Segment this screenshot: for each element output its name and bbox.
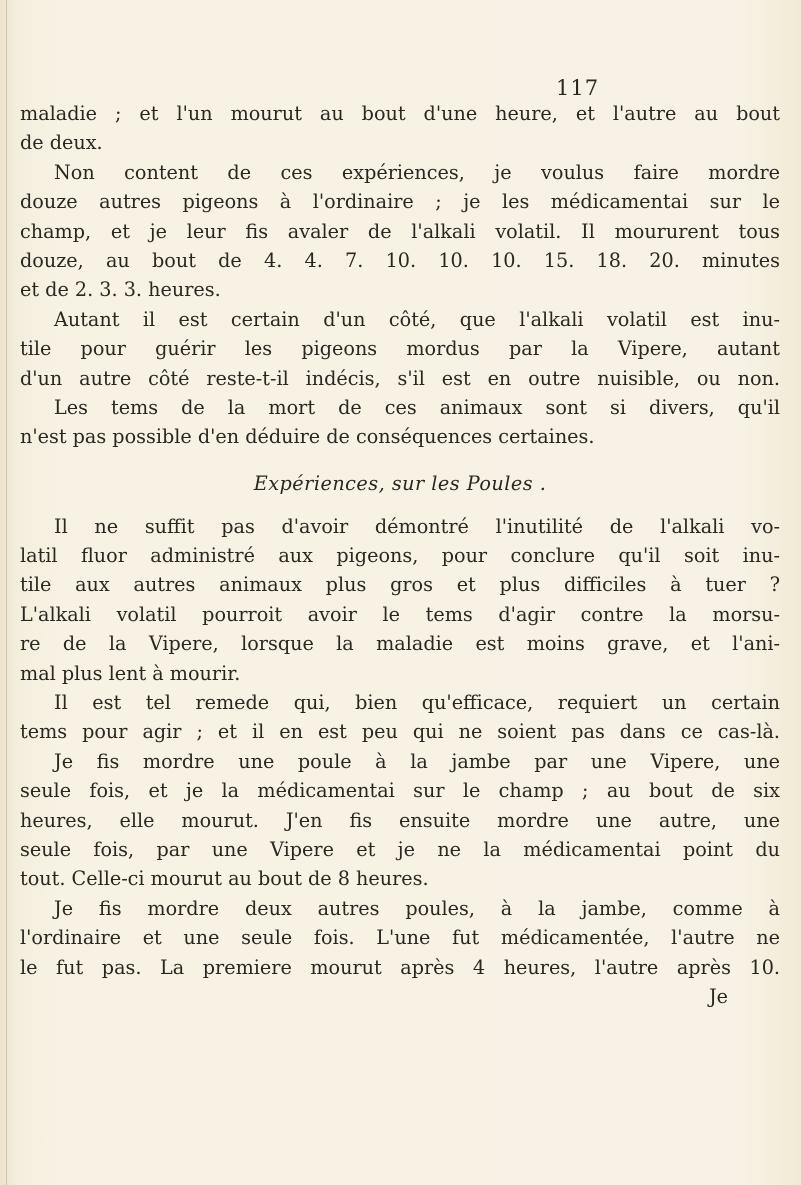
- text-line: le fut pas. La premiere mourut après 4 heures, l'autre après 10.: [20, 955, 780, 979]
- text-line: douze autres pigeons à l'ordinaire ; je les médicamentai sur le: [20, 190, 780, 214]
- text-line: tout. Celle-ci mourut au bout de 8 heures.: [20, 867, 429, 891]
- page-text: [20, 99, 780, 1011]
- text-line: seule fois, par une Vipere et je ne la médicamentai point du: [20, 837, 780, 861]
- text-line: tems pour agir ; et il en est peu qui ne soient pas dans ce cas-là.: [20, 720, 780, 744]
- text-line: L'alkali volatil pourroit avoir le tems d'agir contre la morsu-: [20, 602, 780, 626]
- text-line: l'ordinaire et une seule fois. L'une fut médicamentée, l'autre ne: [20, 926, 780, 950]
- text-line: d'un autre côté reste-t-il indécis, s'il est en outre nuisible, ou non.: [20, 366, 780, 390]
- text-line: tile aux autres animaux plus gros et plus difficiles à tuer ?: [20, 573, 780, 597]
- text-line: n'est pas possible d'en déduire de conséquences certaines.: [20, 425, 595, 449]
- text-line: Il ne suffit pas d'avoir démontré l'inutilité de l'alkali vo-: [54, 514, 780, 538]
- section-heading: Expériences, sur les Poules .: [253, 471, 547, 495]
- text-line: maladie ; et l'un mourut au bout d'une heure, et l'autre au bout: [20, 102, 780, 125]
- page-number: 117: [556, 76, 600, 100]
- page-gutter: [6, 0, 7, 1185]
- catchword: Je: [708, 984, 728, 1008]
- text-line: mal plus lent à mourir.: [20, 661, 241, 685]
- text-line: Il est tel remede qui, bien qu'efficace, requiert un certain: [54, 691, 780, 715]
- text-line: Autant il est certain d'un côté, que l'alkali volatil est inu-: [54, 307, 780, 331]
- text-line: douze, au bout de 4. 4. 7. 10. 10. 10. 15. 18. 20. minutes: [20, 248, 780, 272]
- text-line: champ, et je leur fis avaler de l'alkali volatil. Il moururent tous: [20, 219, 780, 243]
- text-line: latil fluor administré aux pigeons, pour conclure qu'il soit inu-: [20, 544, 780, 568]
- text-line: heures, elle mourut. J'en fis ensuite mordre une autre, une: [20, 808, 780, 832]
- text-line: et de 2. 3. 3. heures.: [20, 278, 221, 302]
- text-line: Je fis mordre deux autres poules, à la jambe, comme à: [54, 896, 780, 920]
- text-line: Non content de ces expériences, je voulus faire mordre: [54, 160, 780, 184]
- text-line: Les tems de la mort de ces animaux sont si divers, qu'il: [54, 395, 780, 419]
- text-line: re de la Vipere, lorsque la maladie est moins grave, et l'ani-: [20, 632, 780, 656]
- text-line: Je fis mordre une poule à la jambe par une Vipere, une: [54, 749, 780, 773]
- text-line: tile pour guérir les pigeons mordus par la Vipere, autant: [20, 337, 780, 361]
- text-line: de deux.: [20, 131, 103, 155]
- text-line: seule fois, et je la médicamentai sur le champ ; au bout de six: [20, 779, 780, 803]
